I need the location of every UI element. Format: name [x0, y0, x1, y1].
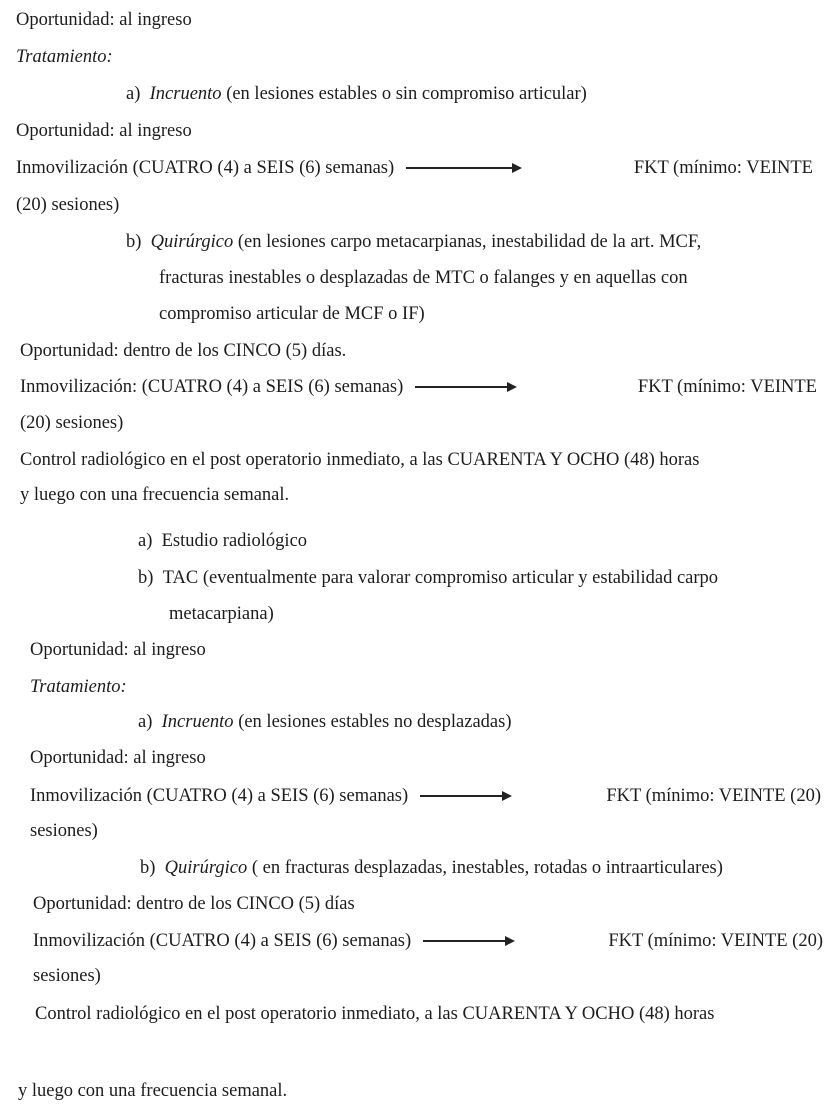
list-marker: a)	[138, 712, 153, 732]
text-line: sesiones)	[33, 966, 101, 986]
arrow-line-left: Inmovilización (CUATRO (4) a SEIS (6) semanas)	[33, 931, 412, 951]
list-marker: a)	[126, 84, 141, 104]
list-item	[126, 231, 701, 253]
text-line: Control radiológico en el post operatorio inmediato, a las CUARENTA Y OCHO (48) horas	[35, 1004, 715, 1024]
arrow-icon	[423, 940, 513, 942]
text-line: y luego con una frecuencia semanal.	[18, 1081, 288, 1101]
list-item-text: (en lesiones estables o sin compromiso articular)	[221, 84, 587, 104]
text-line: Oportunidad: al ingreso	[16, 121, 192, 141]
list-item	[138, 567, 718, 589]
list-item	[138, 530, 307, 552]
text-line: Oportunidad: al ingreso	[30, 640, 206, 660]
section-heading	[30, 676, 127, 698]
list-item-text: ( en fracturas desplazadas, inestables, rotadas o intraarticulares)	[247, 858, 723, 878]
text-line: compromiso articular de MCF o IF)	[159, 304, 425, 324]
arrow-line	[20, 376, 817, 398]
list-item-text: (en lesiones estables no desplazadas)	[233, 712, 512, 732]
list-item-title: Quirúrgico	[150, 232, 234, 252]
text-line: fracturas inestables o desplazadas de MTC o falanges y en aquellas con	[159, 268, 688, 288]
arrow-line-right: FKT (mínimo: VEINTE (20)	[606, 786, 821, 806]
text-line: Oportunidad: al ingreso	[30, 748, 206, 768]
text-line: Oportunidad: dentro de los CINCO (5) días	[33, 894, 355, 914]
arrow-icon	[406, 167, 520, 169]
arrow-line-right: FKT (mínimo: VEINTE	[633, 158, 813, 178]
list-marker: b)	[126, 232, 142, 252]
arrow-line-left: Inmovilización (CUATRO (4) a SEIS (6) semanas)	[30, 786, 409, 806]
list-item-text: Estudio radiológico	[161, 531, 308, 551]
arrow-line-left: Inmovilización: (CUATRO (4) a SEIS (6) semanas)	[20, 377, 404, 397]
list-item-title: Quirúrgico	[164, 858, 248, 878]
list-item-text: TAC (eventualmente para valorar compromiso articular y estabilidad carpo	[162, 568, 719, 588]
text-line: metacarpiana)	[169, 604, 274, 624]
arrow-line-right: FKT (mínimo: VEINTE (20)	[608, 931, 823, 951]
arrow-line	[16, 157, 813, 179]
arrow-line	[33, 930, 823, 952]
list-item-text: (en lesiones carpo metacarpianas, inestabilidad de la art. MCF,	[233, 232, 702, 252]
text-line: Oportunidad: dentro de los CINCO (5) días.	[20, 341, 347, 361]
text-line: (20) sesiones)	[16, 195, 120, 215]
arrow-line	[30, 785, 821, 807]
text-line: (20) sesiones)	[20, 413, 124, 433]
heading-text: Tratamiento:	[30, 677, 127, 697]
list-item	[140, 857, 723, 879]
list-item-title: Incruento	[149, 84, 222, 104]
arrow-icon	[420, 795, 510, 797]
text-line: Oportunidad: al ingreso	[16, 10, 192, 30]
arrow-line-right: FKT (mínimo: VEINTE	[637, 377, 817, 397]
list-marker: b)	[140, 858, 156, 878]
text-line: Control radiológico en el post operatorio inmediato, a las CUARENTA Y OCHO (48) horas	[20, 450, 700, 470]
text-line: y luego con una frecuencia semanal.	[20, 485, 290, 505]
arrow-line-left: Inmovilización (CUATRO (4) a SEIS (6) semanas)	[16, 158, 395, 178]
list-item-title: Incruento	[161, 712, 234, 732]
arrow-icon	[415, 386, 515, 388]
list-marker: a)	[138, 531, 153, 551]
section-heading	[16, 46, 113, 68]
list-marker: b)	[138, 568, 154, 588]
list-item	[138, 711, 511, 733]
text-line: sesiones)	[30, 821, 98, 841]
heading-text: Tratamiento:	[16, 47, 113, 67]
list-item	[126, 83, 587, 105]
